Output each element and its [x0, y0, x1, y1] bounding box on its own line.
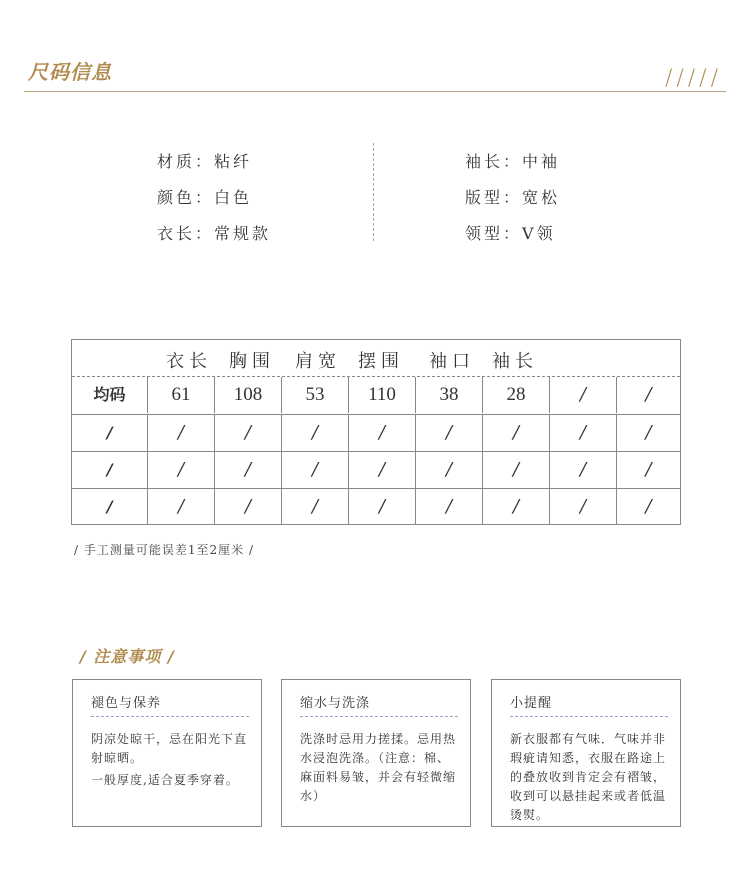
size-table-header — [72, 340, 680, 377]
info-value: 常规款 — [214, 224, 272, 243]
size-cell: / — [214, 489, 281, 525]
size-cell: / — [214, 452, 281, 488]
card-text: 一般厚度,适合夏季穿着。 — [91, 773, 239, 787]
card-text: 阴凉处晾干，忌在阳光下直射晾晒。 — [91, 732, 248, 765]
size-cell: / — [348, 489, 415, 525]
card-divider — [300, 716, 458, 717]
card-text: 洗涤时忌用力搓揉。忌用热水浸泡洗涤。（注意：棉、麻面料易皱，并会有轻微缩水） — [300, 732, 457, 803]
size-cell: / — [616, 415, 680, 451]
info-row-length — [157, 222, 271, 258]
header-shoulder: 肩宽 — [295, 351, 341, 372]
header-sleeve: 袖长 — [492, 351, 538, 372]
size-cell: / — [549, 452, 616, 488]
size-table — [71, 339, 681, 525]
size-cell: / — [147, 415, 214, 451]
size-cell: / — [549, 415, 616, 451]
care-card-fading — [72, 679, 262, 827]
card-body — [510, 730, 670, 828]
decorative-slashes: ///// — [664, 66, 722, 91]
info-label: 领型： — [465, 224, 523, 243]
care-card-washing — [281, 679, 471, 827]
size-row — [72, 414, 680, 450]
info-divider — [373, 143, 374, 241]
info-row-sleeve — [465, 150, 560, 186]
size-cell: / — [214, 415, 281, 451]
size-label-cell: 均码 — [93, 385, 126, 404]
size-cell: 28 — [482, 377, 549, 413]
size-cell: / — [281, 452, 348, 488]
size-cell: / — [549, 489, 616, 525]
size-cell: / — [348, 415, 415, 451]
size-row — [72, 377, 680, 413]
card-title: 小提醒 — [510, 696, 553, 711]
size-cell: / — [482, 452, 549, 488]
size-cell: / — [281, 489, 348, 525]
info-label: 颜色： — [157, 188, 215, 207]
size-cell: / — [616, 377, 680, 413]
size-row — [72, 488, 680, 524]
info-value: 粘纤 — [214, 152, 253, 171]
size-cell: / — [415, 452, 482, 488]
info-row-collar — [465, 222, 560, 258]
info-label: 材质： — [157, 152, 215, 171]
header-chest: 胸围 — [229, 351, 275, 372]
notice-title: / 注意事项 / — [80, 647, 175, 666]
card-title: 褪色与保养 — [91, 696, 162, 711]
size-cell: / — [616, 452, 680, 488]
size-cell: / — [281, 415, 348, 451]
size-cell: / — [549, 377, 616, 413]
size-cell: 61 — [147, 377, 214, 413]
info-label: 版型： — [465, 188, 523, 207]
info-value: 宽松 — [522, 188, 561, 207]
info-label: 袖长： — [465, 152, 523, 171]
info-value: V领 — [522, 224, 556, 243]
size-cell: / — [147, 452, 214, 488]
card-body — [300, 730, 460, 809]
size-label-cell: / — [106, 423, 113, 442]
size-cell: / — [147, 489, 214, 525]
card-divider — [91, 716, 249, 717]
size-cell: 108 — [214, 377, 281, 413]
header-cuff: 袖口 — [429, 351, 475, 372]
card-title: 缩水与洗涤 — [300, 696, 371, 711]
size-cell: / — [415, 415, 482, 451]
measurement-note: / 手工测量可能误差1至2厘米 / — [74, 543, 254, 557]
size-label-cell: / — [106, 460, 113, 479]
info-label: 衣长： — [157, 224, 215, 243]
info-value: 中袖 — [522, 152, 561, 171]
size-cell: 110 — [348, 377, 415, 413]
product-info-left — [157, 150, 271, 258]
size-cell: 53 — [281, 377, 348, 413]
size-cell: / — [482, 415, 549, 451]
header-length: 衣长 — [166, 351, 212, 372]
info-value: 白色 — [214, 188, 253, 207]
size-cell: 38 — [415, 377, 482, 413]
size-cell: / — [348, 452, 415, 488]
size-cell: / — [616, 489, 680, 525]
card-body — [91, 730, 251, 793]
header-divider — [24, 91, 726, 92]
info-row-color — [157, 186, 271, 222]
header-hem: 摆围 — [358, 351, 404, 372]
section-title: 尺码信息 — [28, 60, 112, 84]
size-cell: / — [482, 489, 549, 525]
product-info-right — [465, 150, 560, 258]
info-row-fit — [465, 186, 560, 222]
info-row-material — [157, 150, 271, 186]
care-card-reminder — [491, 679, 681, 827]
size-row — [72, 451, 680, 487]
size-cell: / — [415, 489, 482, 525]
card-text: 新衣服都有气味．气味并非瑕疵请知悉，衣服在路途上的叠放收到肯定会有褶皱，收到可以悬挂起来或者低温烫熨。 — [510, 732, 667, 822]
size-label-cell: / — [106, 497, 113, 516]
card-divider — [510, 716, 668, 717]
